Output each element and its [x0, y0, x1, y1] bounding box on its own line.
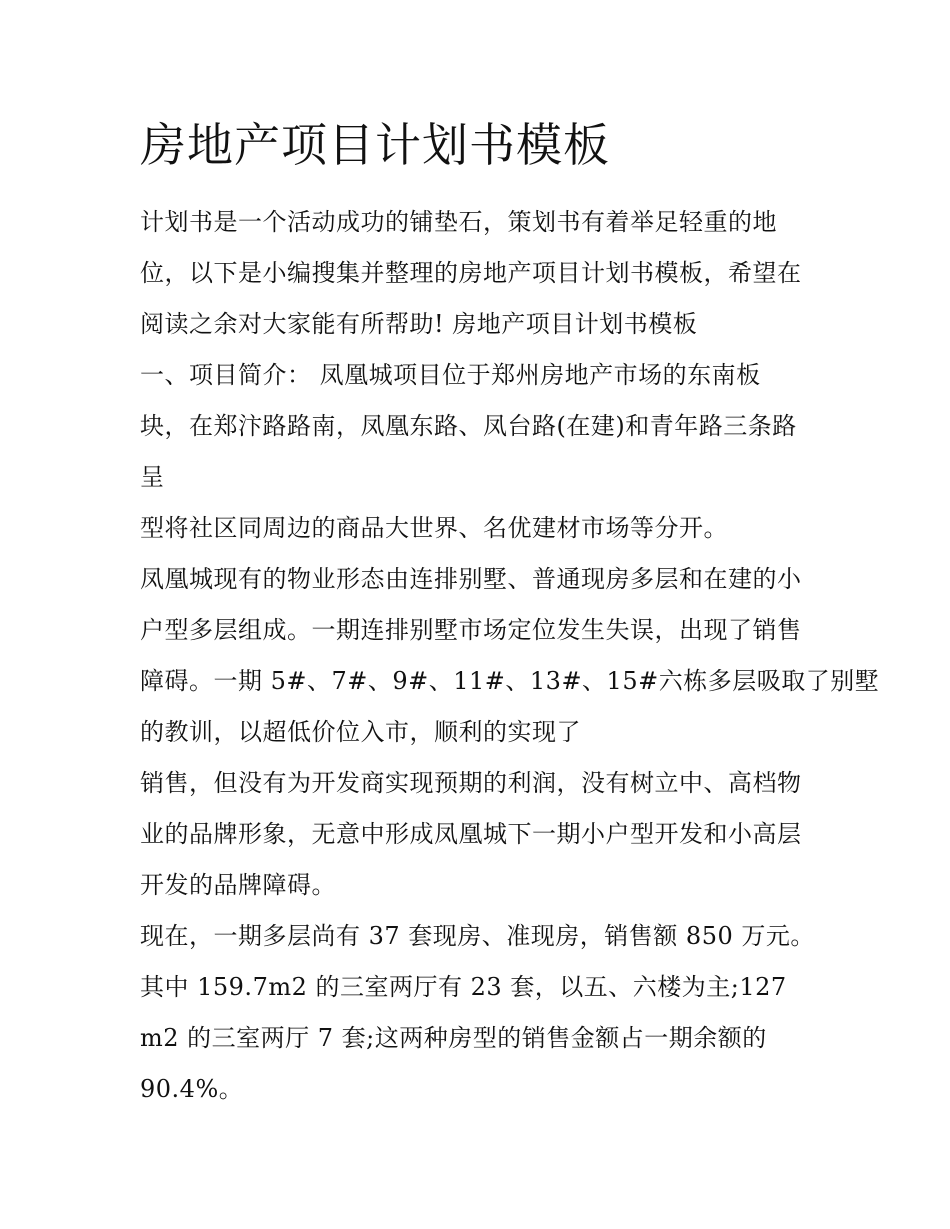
paragraph-line: 位，以下是小编搜集并整理的房地产项目计划书模板，希望在	[140, 259, 802, 287]
paragraph-line: 凤凰城现有的物业形态由连排别墅、普通现房多层和在建的小	[140, 565, 802, 593]
paragraph-line: 90.4%。	[140, 1075, 244, 1103]
paragraph-line: 的教训，以超低价位入市，顺利的实现了	[140, 718, 581, 746]
paragraph-line: 障碍。一期 5#、7#、9#、11#、13#、15#六栋多层吸取了别墅	[140, 667, 880, 695]
paragraph-line: 其中 159.7m2 的三室两厅有 23 套，以五、六楼为主;127	[140, 973, 787, 1001]
paragraph-line: 块，在郑汴路路南，凤凰东路、凤台路(在建)和青年路三条路	[140, 412, 797, 440]
paragraph-line: 户型多层组成。一期连排别墅市场定位发生失误，出现了销售	[140, 616, 802, 644]
paragraph-line: 型将社区同周边的商品大世界、名优建材市场等分开。	[140, 514, 728, 542]
paragraph-line: 现在，一期多层尚有 37 套现房、准现房，销售额 850 万元。	[140, 922, 815, 950]
paragraph-line: 阅读之余对大家能有所帮助! 房地产项目计划书模板	[140, 310, 698, 338]
paragraph-line: 业的品牌形象，无意中形成凤凰城下一期小户型开发和小高层	[140, 820, 802, 848]
paragraph-line: 开发的品牌障碍。	[140, 871, 336, 899]
document-title: 房地产项目计划书模板	[140, 118, 610, 172]
paragraph-line: m2 的三室两厅 7 套;这两种房型的销售金额占一期余额的	[140, 1024, 767, 1052]
paragraph-line: 销售，但没有为开发商实现预期的利润，没有树立中、高档物	[140, 769, 802, 797]
paragraph-line: 一、项目简介： 凤凰城项目位于郑州房地产市场的东南板	[140, 361, 761, 389]
paragraph-line: 呈	[140, 463, 165, 491]
paragraph-line: 计划书是一个活动成功的铺垫石，策划书有着举足轻重的地	[140, 208, 777, 236]
